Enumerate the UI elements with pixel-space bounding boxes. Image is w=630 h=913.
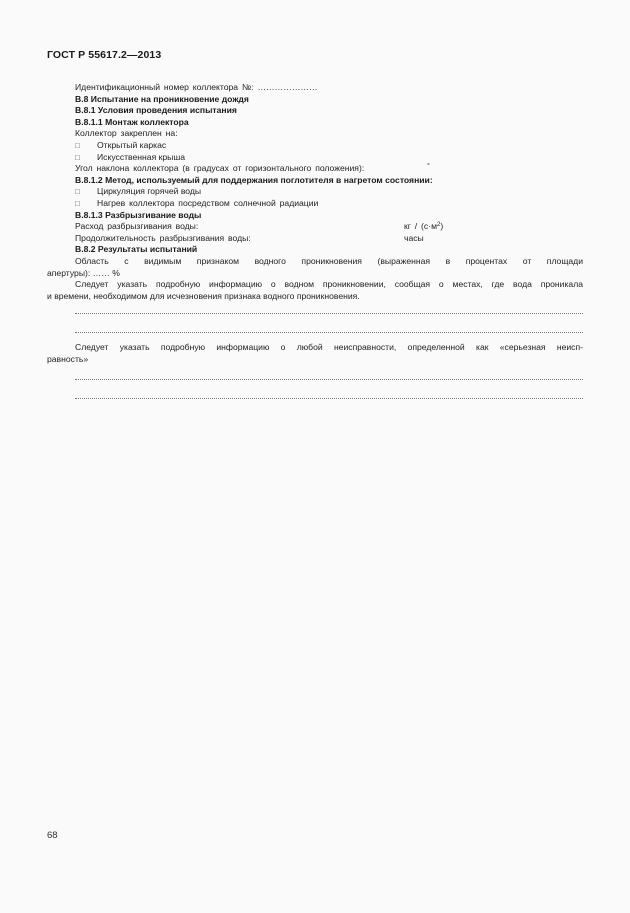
section-b8-heading: B.8 Испытание на проникновение дождя [75, 93, 249, 104]
degree-unit: ° [427, 163, 430, 171]
spray-duration-label: Продолжительность разбрызгивания воды: [75, 232, 251, 243]
spray-rate-unit [404, 221, 443, 233]
unit-text: ) [440, 221, 444, 232]
answer-dotted-line-4[interactable] [75, 397, 583, 399]
section-b81-heading: B.8.1 Условия проведения испытания [75, 105, 237, 116]
fault-paragraph-line-1: Следует указать подробную информацию о любой неисправности, определенной как «серьезная неисп- [75, 342, 583, 353]
area-paragraph-line-2: апертуры): …… % [47, 267, 120, 278]
unit-text: кг / (с·м [404, 221, 437, 232]
checkbox-icon[interactable]: □ [75, 152, 80, 162]
tilt-angle-label: Угол наклона коллектора (в градусах от горизонтального положения): [75, 163, 365, 174]
spray-rate-label: Расход разбрызгивания воды: [75, 221, 199, 232]
document-body [47, 82, 583, 399]
unit-superscript: 2 [437, 222, 441, 229]
option-open-frame[interactable] [47, 140, 583, 152]
checkbox-icon[interactable]: □ [75, 187, 80, 197]
section-b811-heading: B.8.1.1 Монтаж коллектора [75, 116, 189, 127]
option-artificial-roof[interactable] [47, 152, 583, 164]
option-label: Циркуляция горячей воды [97, 186, 202, 197]
section-b812-heading: B.8.1.2 Метод, используемый для поддержания поглотителя в нагретом состоянии: [75, 174, 433, 185]
detail-paragraph-line-1: Следует указать подробную информацию о водном проникновении, сообщая о местах, где вода проникала [75, 279, 583, 290]
option-label: Открытый каркас [97, 139, 167, 150]
checkbox-icon[interactable]: □ [75, 140, 80, 150]
document-header: ГОСТ Р 55617.2—2013 [47, 49, 162, 61]
spray-duration-line [47, 233, 583, 245]
spray-rate-line [47, 221, 583, 233]
fault-paragraph-line-2: равность» [47, 353, 89, 364]
area-paragraph-line-1: Область с видимым признаком водного проникновения (выраженная в процентах от площади [75, 255, 583, 266]
tilt-angle-line [47, 163, 583, 175]
spray-duration-unit: часы [404, 232, 424, 243]
checkbox-icon[interactable]: □ [75, 198, 80, 208]
detail-paragraph-line-2: и времени, необходимом для исчезновения признака водного проникновения. [47, 290, 360, 301]
collector-id-line: Идентификационный номер коллектора №: ………………… [75, 82, 318, 92]
section-b82-heading: B.8.2 Результаты испытаний [75, 244, 198, 255]
option-hot-water[interactable] [47, 186, 583, 198]
option-solar[interactable] [47, 198, 583, 210]
page-number: 68 [47, 830, 58, 841]
option-label: Нагрев коллектора посредством солнечной радиации [97, 197, 319, 208]
section-b813-heading: B.8.1.3 Разбрызгивание воды [75, 209, 202, 220]
option-label: Искусственная крыша [97, 151, 186, 162]
mounted-on-label: Коллектор закреплен на: [75, 128, 178, 139]
